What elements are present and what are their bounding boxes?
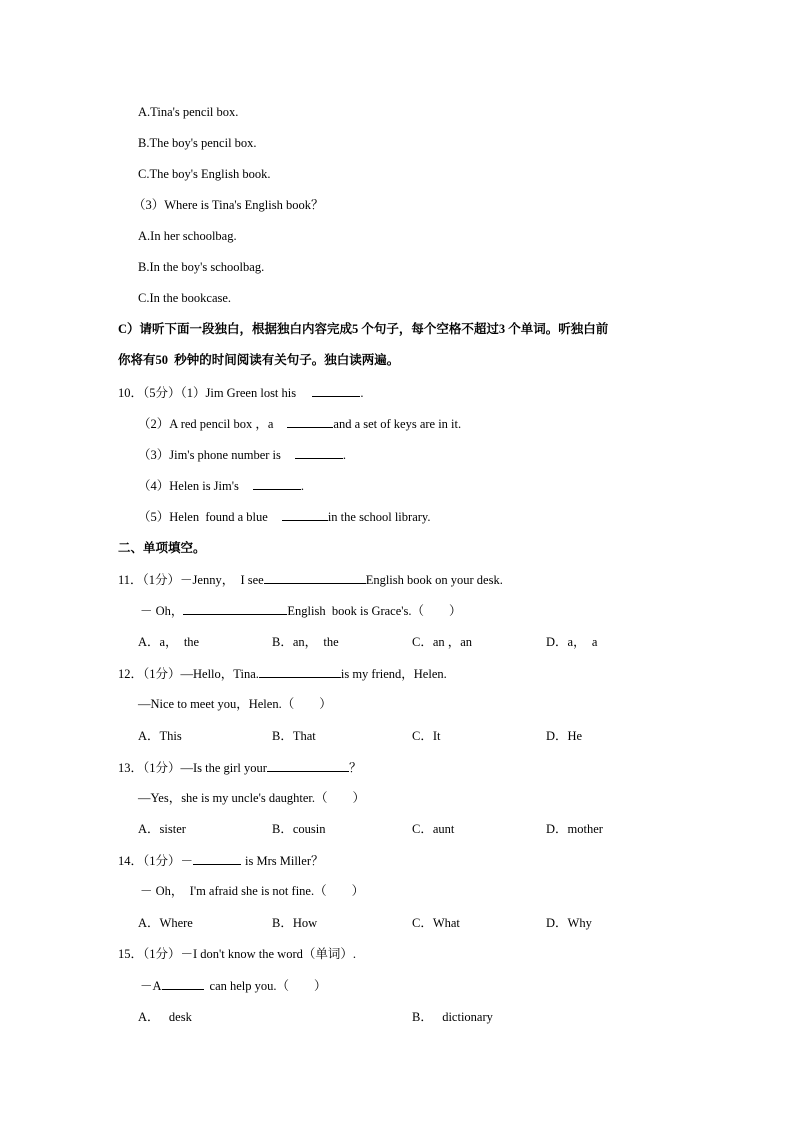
option-d[interactable]: D．a， a (546, 635, 598, 649)
question-text: 14．（1分）－ (118, 854, 194, 868)
answer-blank[interactable] (259, 665, 341, 678)
question-text: is my friend，Helen. (340, 667, 447, 681)
option-b[interactable]: B．an， the (272, 635, 339, 649)
question-text: 11．（1分）－Jenny， I see (118, 573, 264, 587)
option-c[interactable]: C．It (412, 729, 441, 743)
sentence-text: （5）Helen found a blue (138, 510, 268, 524)
question-10-sentence-5 (138, 508, 430, 525)
answer-blank[interactable] (267, 759, 349, 772)
question-12 (118, 665, 447, 682)
answer-blank[interactable] (193, 852, 241, 865)
question-10 (118, 384, 364, 401)
question-text: －A (140, 979, 162, 993)
answer-blank[interactable] (282, 508, 328, 521)
sub-question-3: （3）Where is Tina's English book？ (133, 198, 324, 212)
answer-blank[interactable] (287, 415, 333, 428)
question-text: English book is Grace's.（ ） (287, 604, 462, 618)
question-10-sentence-2 (138, 415, 461, 432)
question-text: 13．（1分）—Is the girl your (118, 761, 267, 775)
option-a[interactable]: A． desk (138, 1010, 192, 1024)
question-11-reply (140, 602, 462, 619)
question-14-reply: － Oh， I'm afraid she is not fine.（ ） (140, 884, 365, 898)
question-10-sentence-3 (138, 446, 346, 463)
option-b[interactable]: B．That (272, 729, 316, 743)
answer-blank[interactable] (295, 446, 343, 459)
option-c[interactable]: C．an ，an (412, 635, 473, 649)
answer-blank[interactable] (312, 384, 360, 397)
answer-blank[interactable] (162, 977, 204, 990)
question-text: can help you.（ ） (209, 979, 327, 993)
option-c[interactable]: C．What (412, 916, 460, 930)
option-c: C.In the bookcase. (138, 291, 232, 305)
sentence-text: in the school library. (327, 510, 431, 524)
option-c: C.The boy's English book. (138, 167, 271, 181)
sentence-text: （4）Helen is Jim's (138, 479, 239, 493)
answer-blank[interactable] (253, 477, 301, 490)
question-15-reply (140, 977, 327, 994)
option-b: B.The boy's pencil box. (138, 136, 257, 150)
option-b[interactable]: B． dictionary (412, 1010, 493, 1024)
question-text: － Oh， (140, 604, 184, 618)
question-text: ？ (348, 761, 362, 775)
answer-blank[interactable] (264, 571, 366, 584)
question-14 (118, 852, 324, 869)
answer-blank[interactable] (183, 602, 287, 615)
question-text: 12．（1分）—Hello，Tina. (118, 667, 259, 681)
question-text: English book on your desk. (365, 573, 503, 587)
question-12-reply: —Nice to meet you，Helen.（ ） (138, 697, 332, 711)
question-13-reply: —Yes，she is my uncle's daughter.（ ） (138, 791, 366, 805)
option-a[interactable]: A．a， the (138, 635, 200, 649)
section-c-instructions-line1: C）请听下面一段独白，根据独白内容完成5 个句子，每个空格不超过3 个单词。听独白前 (118, 322, 609, 336)
question-10-sentence-4 (138, 477, 304, 494)
sentence-text: . (342, 448, 346, 462)
option-d[interactable]: D．Why (546, 916, 592, 930)
question-15: 15．（1分）－I don't know the word（单词）. (118, 947, 357, 961)
option-a: A.Tina's pencil box. (138, 105, 239, 119)
section-title: 二、单项填空。 (118, 541, 206, 555)
question-10-text: 10．（5分）（1）Jim Green lost his (118, 386, 297, 400)
section-c-instructions-line2: 你将有50 秒钟的时间阅读有关句子。独白读两遍。 (118, 353, 400, 367)
option-d[interactable]: D．He (546, 729, 583, 743)
option-b[interactable]: B．cousin (272, 822, 326, 836)
option-a[interactable]: A．Where (138, 916, 193, 930)
option-a: A.In her schoolbag. (138, 229, 237, 243)
option-a[interactable]: A．This (138, 729, 182, 743)
sentence-text: （3）Jim's phone number is (138, 448, 281, 462)
option-b: B.In the boy's schoolbag. (138, 260, 265, 274)
sentence-text: and a set of keys are in it. (333, 417, 462, 431)
question-11 (118, 571, 503, 588)
option-c[interactable]: C．aunt (412, 822, 455, 836)
option-a[interactable]: A．sister (138, 822, 186, 836)
sentence-text: . (300, 479, 304, 493)
option-d[interactable]: D．mother (546, 822, 603, 836)
sentence-text: （2）A red pencil box ，a (138, 417, 274, 431)
option-b[interactable]: B．How (272, 916, 318, 930)
question-text: is Mrs Miller？ (245, 854, 324, 868)
punctuation: . (360, 386, 364, 400)
question-13 (118, 759, 361, 776)
